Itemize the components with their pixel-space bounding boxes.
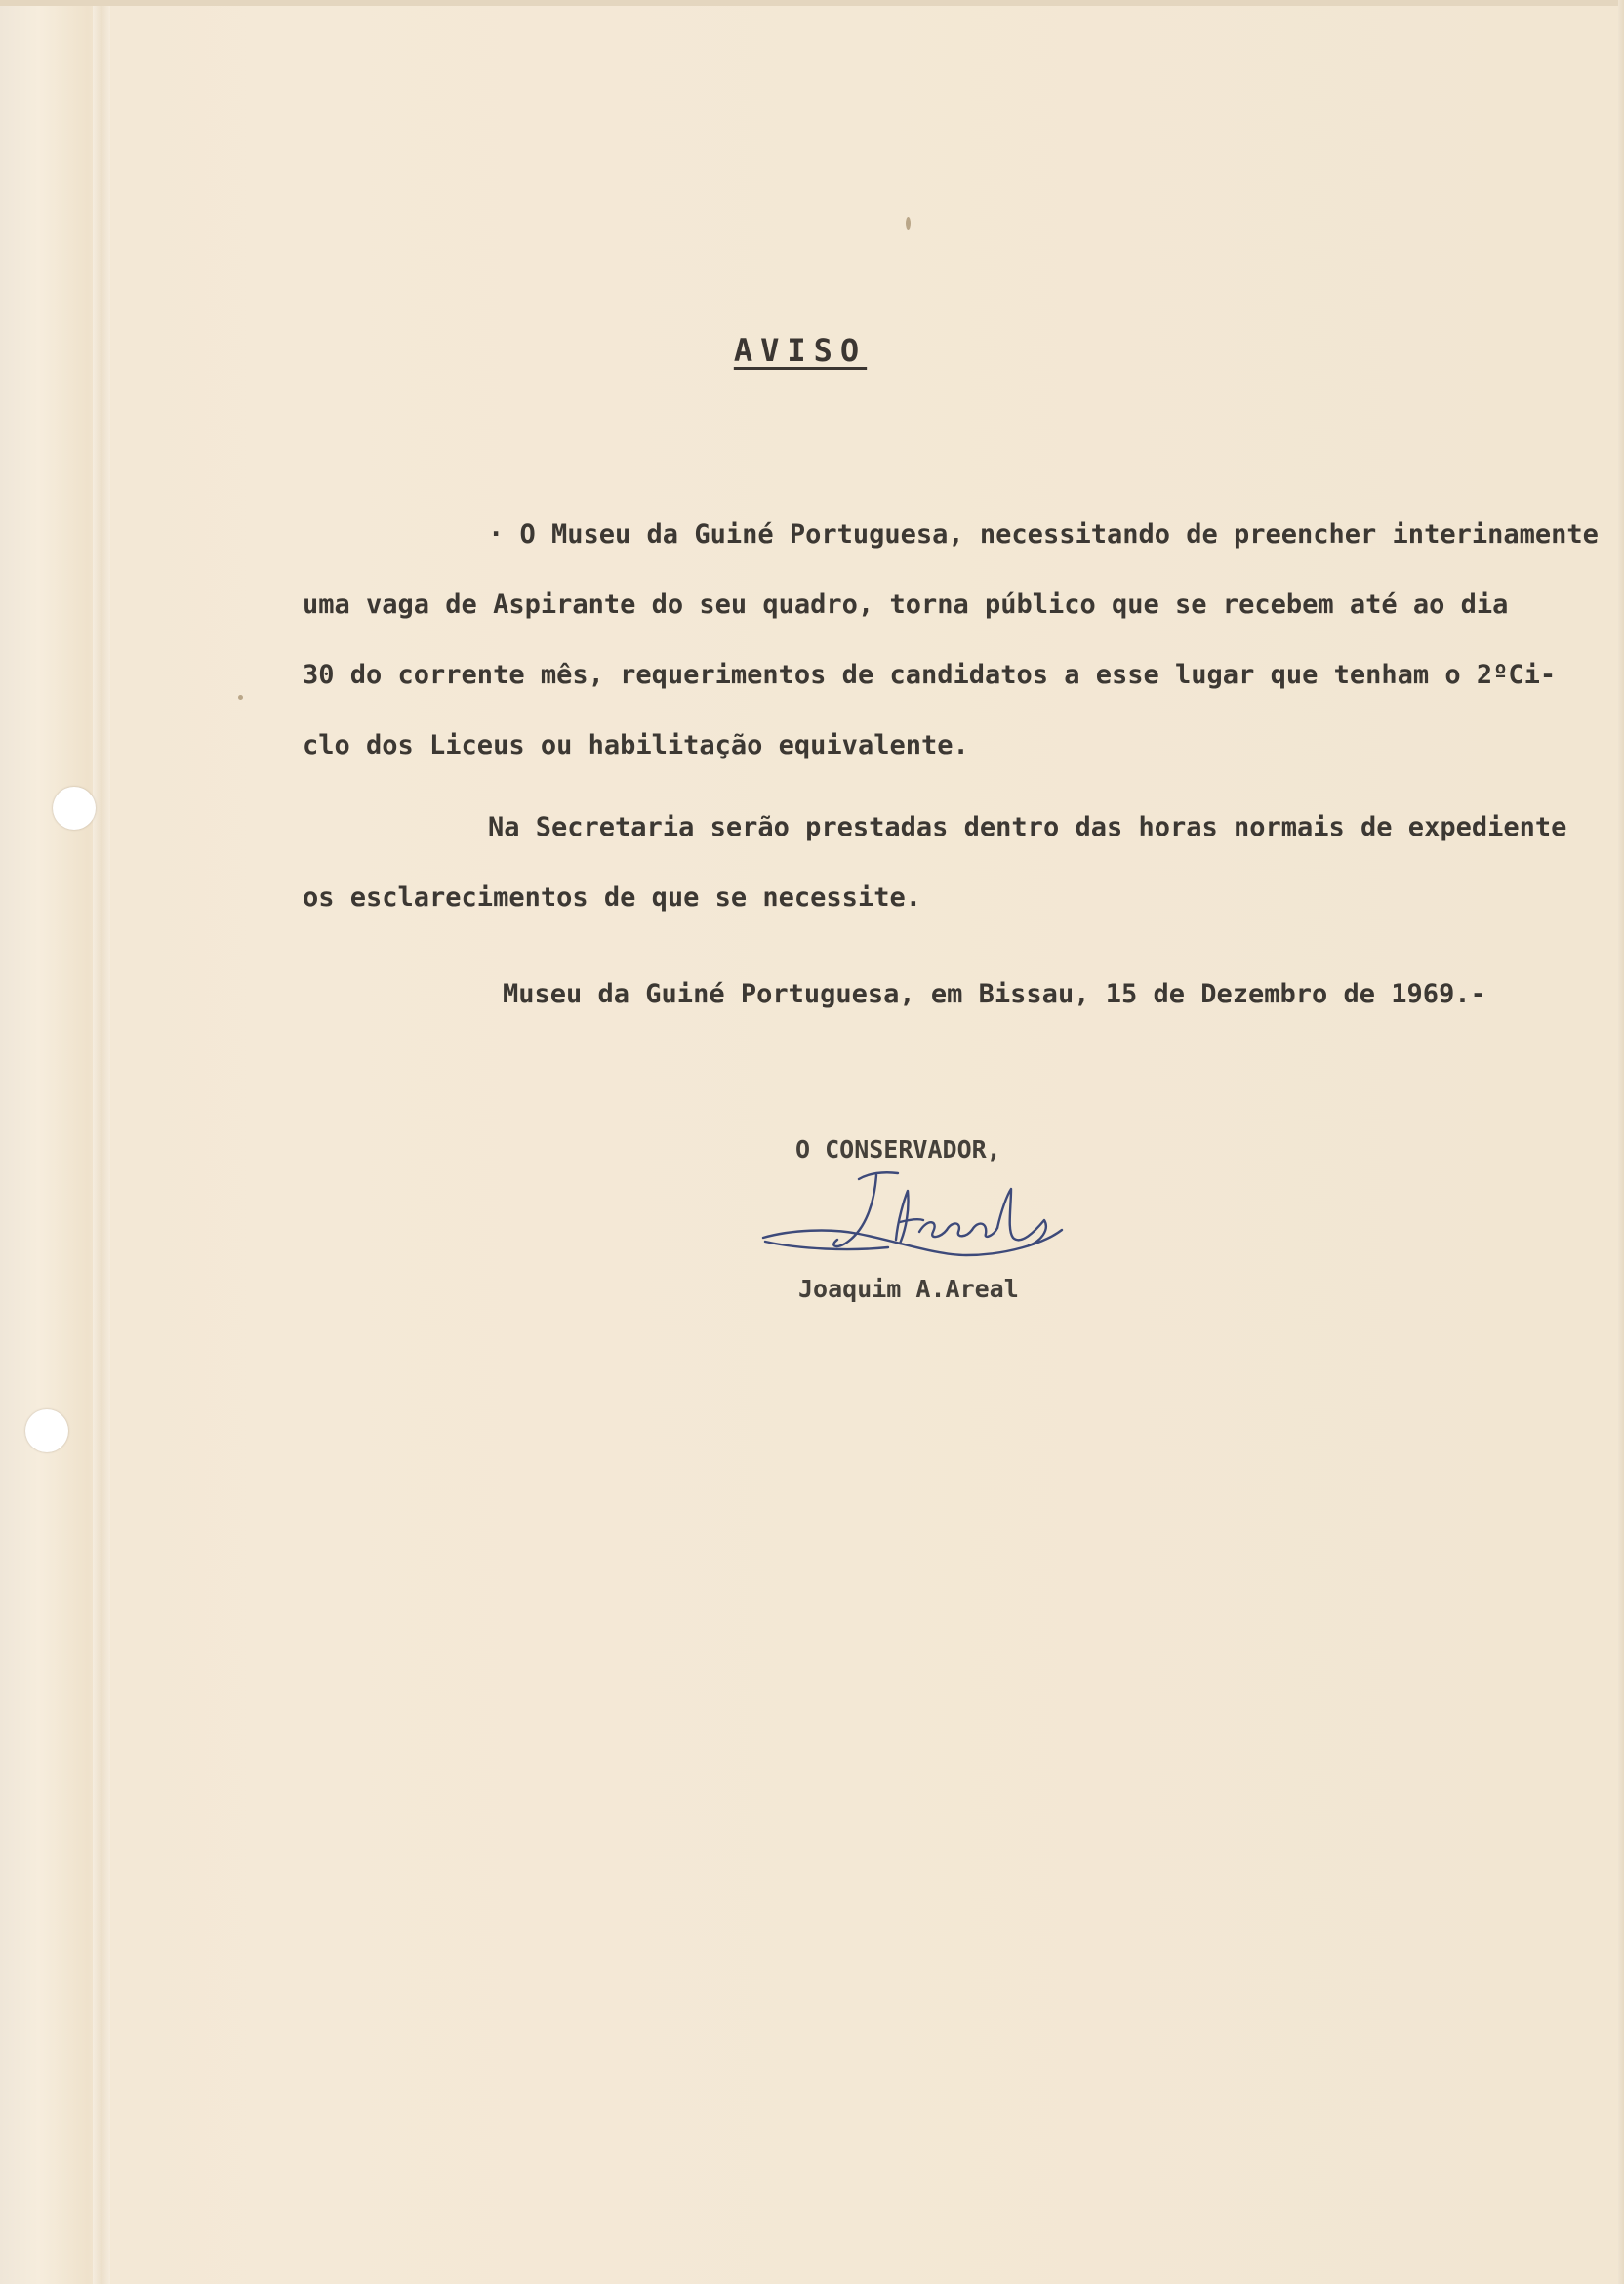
place-date-line: Museu da Guiné Portuguesa, em Bissau, 15 de Dezembro de 1969.-	[503, 979, 1486, 1009]
punch-hole-lower	[25, 1409, 68, 1452]
paragraph-line: · O Museu da Guiné Portuguesa, necessitando de preencher interinamente	[488, 519, 1599, 550]
paragraph-line: clo dos Liceus ou habilitação equivalente.	[303, 730, 969, 760]
paragraph-line: Na Secretaria serão prestadas dentro das horas normais de expediente	[488, 812, 1567, 842]
punch-hole-upper	[53, 787, 96, 830]
paper-right-edge	[1618, 0, 1624, 2284]
paragraph-vacancy	[303, 500, 1610, 781]
document-title: AVISO	[733, 332, 868, 369]
handwritten-signature	[751, 1162, 1074, 1269]
paragraph-secretariat	[303, 793, 1610, 933]
paper-fold	[93, 0, 110, 2284]
paper-speck	[906, 217, 911, 230]
paper-top-edge	[0, 0, 1624, 6]
paragraph-line: uma vaga de Aspirante do seu quadro, torna público que se recebem até ao dia	[303, 590, 1509, 620]
signatory-name: Joaquim A.Areal	[798, 1275, 1019, 1303]
paragraph-line: 30 do corrente mês, requerimentos de candidatos a esse lugar que tenham o 2ºCi-	[303, 660, 1557, 690]
signatory-role: O CONSERVADOR,	[795, 1135, 1001, 1163]
paragraph-line: os esclarecimentos de que se necessite.	[303, 882, 921, 913]
paper-speck	[238, 695, 243, 700]
